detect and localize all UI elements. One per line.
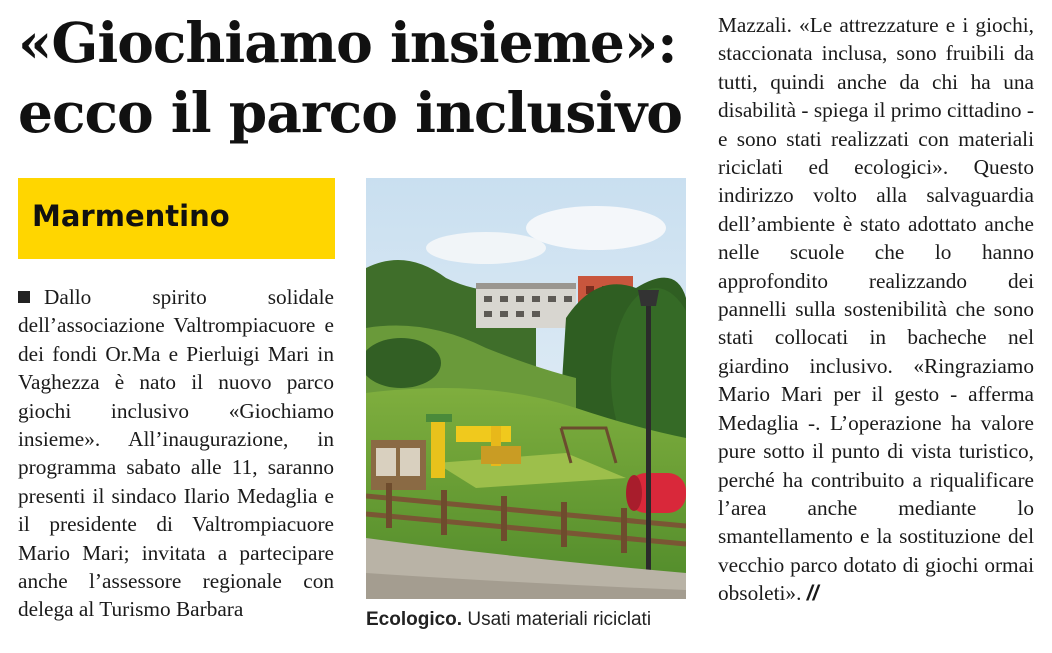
photo-caption-bold: Ecologico. — [366, 609, 463, 630]
article-text-left: Dallo spirito solidale dell’associazione Valtrompiacuore e dei fondi Or.Ma e Pierluigi Mari in Vaghezza è nato il nuovo parco giochi inclusivo «Giochiamo insieme». All’inaugurazione, in programma sabato alle 11, saranno presenti il sindaco Ilario Medaglia e il presidente di Valtrompiacuore Mario Mari; invitata a partecipare anche l’assessore regionale con delega al Turismo Barbara — [18, 285, 334, 622]
article-headline — [18, 8, 688, 148]
headline-line-2: ecco il parco inclusivo — [18, 80, 682, 145]
article-photo — [366, 178, 686, 599]
article-column-right — [718, 11, 1034, 608]
square-bullet-icon — [18, 291, 30, 303]
headline-line-1: «Giochiamo insieme»: — [18, 10, 677, 75]
location-tag-label: Marmentino — [32, 199, 230, 233]
article-column-left — [18, 283, 334, 624]
playground-photo — [366, 178, 686, 599]
article-end-mark: // — [806, 581, 819, 606]
location-tag — [18, 178, 335, 259]
article-text-right: Mazzali. «Le attrezzature e i giochi, staccionata inclusa, sono fruibili da tutti, quindi anche da chi ha una disabilità - spiega il primo cittadino - e sono stati realizzati con materiali riciclati ed ecologici». Questo indirizzo volto alla salvaguardia dell’ambiente è stato adottato anche nelle scuole che lo hanno approfondito realizzando dei pannelli sulla sostenibilità che sono stati collocati in bacheche nel giardino inclusivo. «Ringraziamo Mario Mari per il gesto - afferma Medaglia -. L’operazione ha valore pure sotto il punto di vista turistico, perché ha contribuito a riqualificare l’area anche mediante lo smantellamento e la sostituzione del vecchio parco dotato di giochi ormai obsoleti». — [718, 13, 1034, 606]
photo-caption — [366, 609, 696, 631]
photo-caption-text: Usati materiali riciclati — [467, 609, 652, 630]
